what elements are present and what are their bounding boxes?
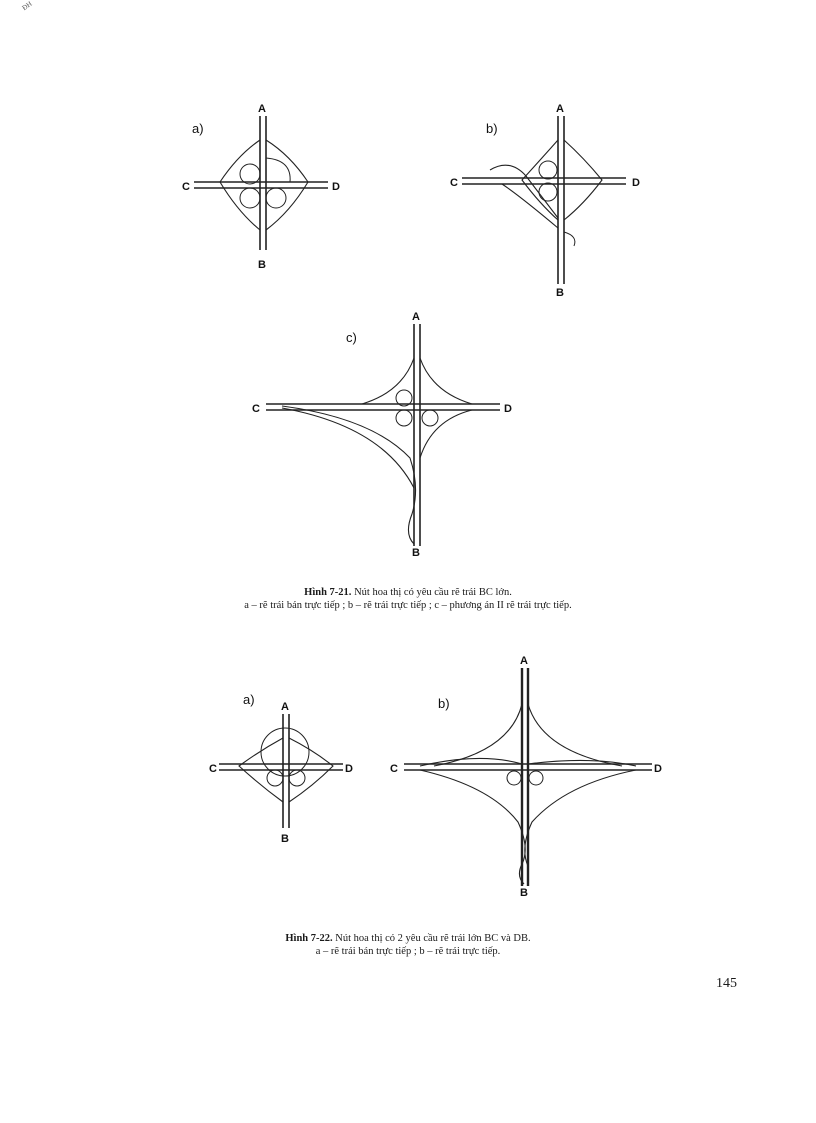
loop-ramp — [507, 771, 521, 785]
direct-ramp — [266, 158, 290, 182]
node-label-south: B — [412, 547, 420, 559]
ramp-nw — [434, 704, 522, 766]
loop-ramp — [539, 183, 557, 201]
node-label-east: D — [504, 403, 512, 415]
figure-7-22-caption — [0, 932, 816, 958]
node-label-west: C — [252, 403, 260, 415]
direct-ramp — [564, 232, 575, 246]
figure-7-22-a-diagram — [205, 690, 360, 850]
loop-ramp — [267, 770, 283, 786]
node-label-south: B — [556, 287, 564, 299]
loop-ramp — [266, 188, 286, 208]
direct-left-turn-ramp — [420, 770, 525, 884]
subfigure-label: b) — [438, 696, 450, 711]
figure-7-21-b-diagram — [450, 100, 650, 300]
figure-7-21-c-diagram — [252, 308, 522, 558]
node-label-north: A — [258, 103, 266, 115]
loop-ramp — [529, 771, 543, 785]
node-label-west: C — [182, 181, 190, 193]
ramp-east — [564, 140, 602, 220]
ramp-nw — [362, 358, 414, 404]
caption-text: Nút hoa thị có 2 yêu cầu rẽ trái lớn BC và DB. — [335, 933, 531, 944]
figure-7-21-a-diagram — [180, 100, 350, 270]
ramp-ne — [528, 704, 622, 766]
node-label-south: B — [258, 259, 266, 271]
node-label-east: D — [632, 177, 640, 189]
node-label-south: B — [520, 887, 528, 899]
caption-title: Hình 7-21. — [304, 587, 352, 598]
loop-ramp — [422, 410, 438, 426]
node-label-east: D — [332, 181, 340, 193]
loop-ramp — [539, 161, 557, 179]
node-label-north: A — [412, 311, 420, 323]
loop-ramp — [240, 188, 260, 208]
node-label-west: C — [209, 763, 217, 775]
node-label-south: B — [281, 833, 289, 845]
figure-7-21-caption — [0, 586, 816, 612]
node-label-west: C — [390, 763, 398, 775]
node-label-west: C — [450, 177, 458, 189]
caption-text: Nút hoa thị có yêu cầu rẽ trái BC lớn. — [354, 587, 512, 598]
node-label-north: A — [556, 103, 564, 115]
loop-ramp — [396, 410, 412, 426]
direct-left-turn-ramp — [282, 406, 416, 544]
subfigure-label: a) — [243, 692, 255, 707]
ramp-west — [220, 140, 260, 230]
ramp-se — [420, 410, 472, 458]
node-label-north: A — [281, 701, 289, 713]
subfigure-label: c) — [346, 330, 357, 345]
caption-line-2: a – rẽ trái bán trực tiếp ; b – rẽ trái trực tiếp. — [315, 946, 501, 957]
ramp-ne — [420, 358, 472, 404]
loop-ramp — [240, 164, 260, 184]
node-label-east: D — [345, 763, 353, 775]
caption-title: Hình 7-22. — [285, 933, 333, 944]
ramp-west — [522, 140, 558, 220]
corner-mark: ĐH — [20, 0, 34, 13]
ring-ramp — [261, 728, 309, 776]
figure-7-22-b-diagram — [390, 652, 675, 897]
direct-left-turn-ramp — [525, 770, 636, 866]
page-number: 145 — [716, 976, 737, 991]
subfigure-label: a) — [192, 121, 204, 136]
node-label-north: A — [520, 655, 528, 667]
ramp-east — [266, 140, 308, 230]
node-label-east: D — [654, 763, 662, 775]
subfigure-label: b) — [486, 121, 498, 136]
caption-line-2: a – rẽ trái bán trực tiếp ; b – rẽ trái trực tiếp ; c – phương án II rẽ trái trực tiếp. — [244, 600, 572, 611]
